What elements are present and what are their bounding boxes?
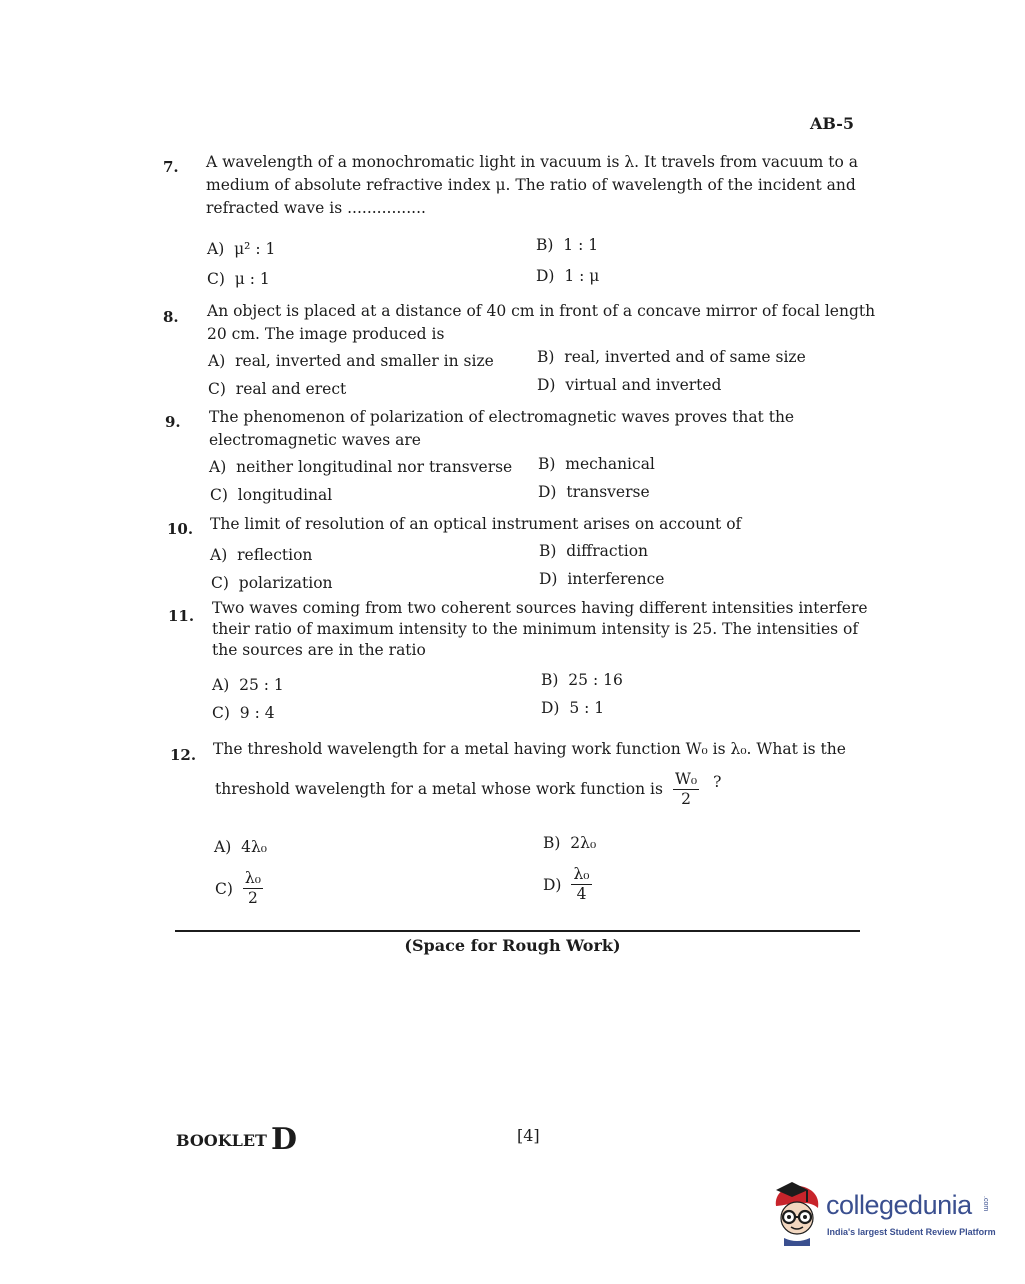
option-c-fraction: $\frac{\text{λ₀}}{2}$: [244, 869, 261, 907]
question-9-number: 9.: [165, 413, 181, 431]
question-7-option-c: C) μ : 1: [207, 270, 270, 288]
question-7-option-a: A) μ² : 1: [207, 240, 276, 258]
collegedunia-logo: [766, 1180, 996, 1250]
question-10-option-c: C) polarization: [211, 574, 333, 592]
question-11-option-d: D) 5 : 1: [541, 699, 605, 717]
question-10-option-a: A) reflection: [210, 546, 313, 564]
question-12-option-d: D) $\frac{\text{λ₀}}{4}$: [543, 865, 590, 903]
fraction-denominator: 2: [681, 789, 691, 808]
question-8-option-b: B) real, inverted and of same size: [537, 348, 806, 366]
question-7-option-d: D) 1 : μ: [536, 267, 600, 285]
question-10-text: [210, 513, 741, 536]
question-8-option-a: A) real, inverted and smaller in size: [208, 352, 494, 370]
page-code: AB-5: [810, 114, 855, 133]
question-7-number: 7.: [163, 158, 179, 176]
question-12-line-2: [215, 772, 721, 807]
logo-com: .com: [982, 1196, 989, 1212]
question-line: 20 cm. The image produced is: [207, 325, 445, 343]
question-8-number: 8.: [163, 308, 179, 326]
question-12-option-a: A) 4λ₀: [214, 838, 268, 856]
question-line: their ratio of maximum intensity to the minimum intensity is 25. The intensities of: [212, 620, 859, 638]
question-7-option-b: B) 1 : 1: [536, 236, 599, 254]
question-12-option-b: B) 2λ₀: [543, 834, 597, 852]
question-11-option-a: A) 25 : 1: [212, 676, 284, 694]
fraction-numerator: W₀: [674, 770, 698, 788]
question-9-option-b: B) mechanical: [538, 455, 655, 473]
question-9-option-c: C) longitudinal: [210, 486, 333, 504]
question-9-text: [209, 406, 794, 452]
question-line: Two waves coming from two coherent sources having different intensities interfere: [212, 599, 868, 617]
mascot-icon: [766, 1180, 828, 1246]
question-line: The phenomenon of polarization of electromagnetic waves proves that the: [209, 408, 795, 426]
question-8-option-c: C) real and erect: [208, 380, 347, 398]
question-11-option-b: B) 25 : 16: [541, 671, 623, 689]
logo-tagline: India's largest Student Review Platform: [827, 1227, 996, 1237]
booklet-letter: D: [270, 1122, 297, 1157]
question-10-number: 10.: [167, 520, 194, 538]
question-line: the sources are in the ratio: [212, 641, 426, 659]
question-8-option-d: D) virtual and inverted: [537, 376, 722, 394]
work-function-fraction: [673, 772, 699, 807]
question-7-text: [206, 151, 858, 220]
question-line: A wavelength of a monochromatic light in vacuum is λ. It travels from vacuum to a: [206, 153, 859, 171]
rough-work-label: (Space for Rough Work): [404, 936, 621, 955]
question-9-option-d: D) transverse: [538, 483, 650, 501]
question-9-option-a: A) neither longitudinal nor transverse: [209, 458, 513, 476]
question-line: An object is placed at a distance of 40 cm in front of a concave mirror of focal length: [207, 302, 876, 320]
option-d-fraction: $\frac{\text{λ₀}}{4}$: [573, 865, 590, 903]
question-12-number: 12.: [170, 746, 197, 764]
rough-work-divider: [175, 930, 860, 932]
question-line: The limit of resolution of an optical instrument arises on account of: [210, 515, 742, 533]
booklet-label: BOOKLET D: [176, 1122, 297, 1157]
logo-wordmark: collegedunia: [826, 1190, 972, 1220]
question-10-option-b: B) diffraction: [539, 542, 649, 560]
question-line: electromagnetic waves are: [209, 431, 421, 449]
question-line: medium of absolute refractive index μ. The ratio of wavelength of the incident and: [206, 176, 856, 194]
question-12-option-c: C) $\frac{\text{λ₀}}{2}$: [215, 869, 261, 907]
question-11-text: [212, 598, 868, 661]
question-line: threshold wavelength for a metal whose work function is: [215, 780, 663, 798]
question-11-number: 11.: [168, 607, 195, 625]
question-8-text: [207, 300, 875, 346]
page-number: [4]: [517, 1126, 540, 1145]
question-10-option-d: D) interference: [539, 570, 665, 588]
question-mark: ?: [713, 773, 722, 791]
question-line: refracted wave is ................: [206, 199, 426, 217]
question-12-line-1: The threshold wavelength for a metal having work function W₀ is λ₀. What is the: [213, 740, 846, 758]
question-11-option-c: C) 9 : 4: [212, 704, 275, 722]
